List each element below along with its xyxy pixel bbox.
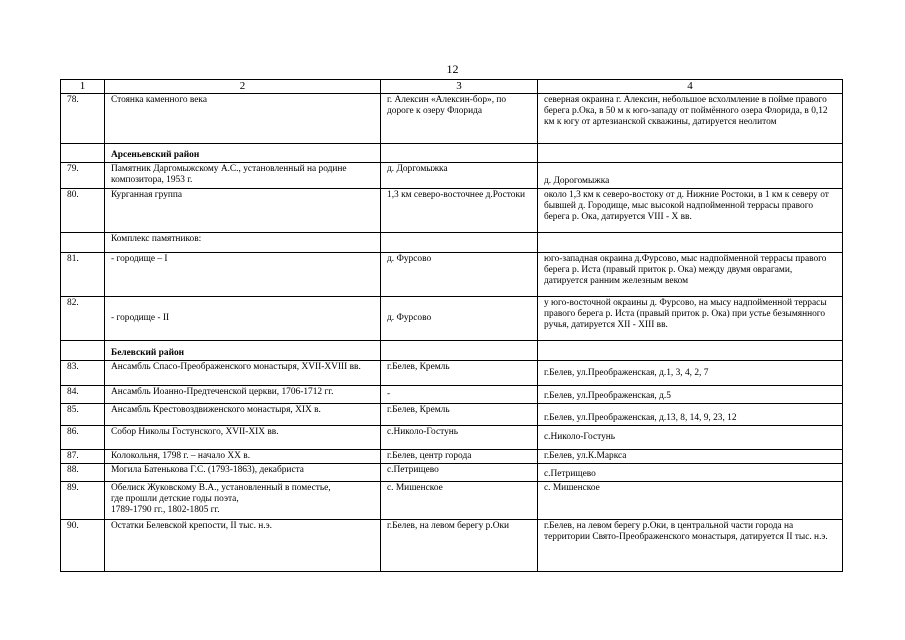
monument-location: - (381, 386, 538, 404)
monument-name: Могила Батенькова Г.С. (1793-1863), декабриста (105, 464, 381, 482)
row-number: 80. (61, 189, 105, 233)
row-number: 79. (61, 163, 105, 189)
monument-name: Стоянка каменного века (105, 94, 381, 144)
column-header-2: 2 (105, 80, 381, 94)
table-row (61, 253, 843, 297)
row-number: 84. (61, 386, 105, 404)
table-row (61, 404, 843, 426)
monument-description: г.Белев, ул.Преображенская, д.5 (538, 386, 843, 404)
table-row (61, 189, 843, 233)
monument-name-line: 1789-1790 гг., 1802-1805 гг. (111, 505, 220, 515)
monument-location: г.Белев, центр города (381, 450, 538, 464)
monument-description: г.Белев, на левом берегу р.Оки, в центральной части города на территории Свято-Преображенского монастыря, датируется II тыс. н.э. (538, 520, 843, 572)
column-header-4: 4 (538, 80, 843, 94)
monument-location: г.Белев, Кремль (381, 404, 538, 426)
monument-name: Ансамбль Иоанно-Предтеченской церкви, 1706-1712 гг. (105, 386, 381, 404)
monument-name: Остатки Белевской крепости, II тыс. н.э. (105, 520, 381, 572)
monument-name: Курганная группа (105, 189, 381, 233)
section-title: Арсеньевский район (105, 144, 381, 163)
monument-name: Ансамбль Крестовоздвиженского монастыря, XIX в. (105, 404, 381, 426)
column-header-3: 3 (381, 80, 538, 94)
monument-description: г.Белев, ул.К.Маркса (538, 450, 843, 464)
column-header-row (61, 80, 843, 94)
monument-description: с. Мишенское (538, 482, 843, 520)
monument-description: д. Дорогомыжка (538, 163, 843, 189)
monument-location: с.Николо-Гостунь (381, 426, 538, 450)
row-number: 85. (61, 404, 105, 426)
monument-location: д. Фурсово (381, 297, 538, 341)
row-number: 86. (61, 426, 105, 450)
monument-name: Собор Николы Гостунского, XVII-XIX вв. (105, 426, 381, 450)
monument-location: д. Фурсово (381, 253, 538, 297)
monument-location: д. Доргомыжка (381, 163, 538, 189)
monument-description: с.Петрищево (538, 464, 843, 482)
row-number: 82. (61, 297, 105, 341)
complex-title: Комплекс памятников: (105, 233, 381, 253)
row-number: 83. (61, 361, 105, 386)
table-row (61, 361, 843, 386)
table-row (61, 482, 843, 520)
monument-location: с. Мишенское (381, 482, 538, 520)
section-row (61, 144, 843, 163)
table-row (61, 520, 843, 572)
table-row (61, 297, 843, 341)
row-number: 87. (61, 450, 105, 464)
complex-row (61, 233, 843, 253)
table-row (61, 464, 843, 482)
table-row (61, 94, 843, 144)
row-number: 90. (61, 520, 105, 572)
monument-location: г.Белев, Кремль (381, 361, 538, 386)
section-row (61, 341, 843, 361)
monuments-table (60, 79, 843, 572)
column-header-1: 1 (61, 80, 105, 94)
monument-name: Ансамбль Спасо-Преображенского монастыря, XVII-XVIII вв. (105, 361, 381, 386)
monument-name-line: где прошли детские годы поэта, (111, 494, 239, 504)
monument-description: с.Николо-Гостунь (538, 426, 843, 450)
monument-name: - городище - II (105, 297, 381, 341)
row-number: 81. (61, 253, 105, 297)
monument-description: г.Белев, ул.Преображенская, д.13, 8, 14, 9, 23, 12 (538, 404, 843, 426)
monument-location: г.Белев, на левом берегу р.Оки (381, 520, 538, 572)
page-number: 12 (446, 62, 459, 76)
monument-name-line: Обелиск Жуковскому В.А., установленный в поместье, (111, 483, 331, 493)
monument-name: Памятник Даргомыжскому А.С., установленный на родине композитора, 1953 г. (105, 163, 381, 189)
monument-name: Колокольня, 1798 г. – начало XX в. (105, 450, 381, 464)
monument-description: г.Белев, ул.Преображенская, д.1, 3, 4, 2, 7 (538, 361, 843, 386)
monument-name (105, 482, 381, 520)
row-number: 88. (61, 464, 105, 482)
table-row (61, 426, 843, 450)
table-row (61, 386, 843, 404)
monument-description: северная окраина г. Алексин, небольшое всхолмление в пойме правого берега р.Ока, в 50 м к юго-западу от поймённого озера Флорида, в 0,12 км к югу от артезианской скважины, датируется неолитом (538, 94, 843, 144)
monument-location: г. Алексин «Алексин-бор», по дороге к озеру Флорида (381, 94, 538, 144)
monument-location: 1,3 км северо-восточнее д.Ростоки (381, 189, 538, 233)
table-row (61, 450, 843, 464)
table-row (61, 163, 843, 189)
monument-location: с.Петрищево (381, 464, 538, 482)
monument-description: около 1,3 км к северо-востоку от д. Нижние Ростоки, в 1 км к северу от бывшей д. Городище, мыс высокой надпойменной террасы правого берега р. Ока, датируется VIII - X вв. (538, 189, 843, 233)
monument-description: юго-западная окраина д.Фурсово, мыс надпойменной террасы правого берега р. Иста (правый приток р. Ока) между двумя оврагами, датируется ранним железным веком (538, 253, 843, 297)
row-number: 78. (61, 94, 105, 144)
section-title: Белевский район (105, 341, 381, 361)
row-number: 89. (61, 482, 105, 520)
monument-name: - городище – I (105, 253, 381, 297)
monument-description: у юго-восточной окраины д. Фурсово, на мысу надпойменной террасы правого берега р. Иста (правый приток р. Ока) при устье безымянного ручья, датируется XII - XIII вв. (538, 297, 843, 341)
